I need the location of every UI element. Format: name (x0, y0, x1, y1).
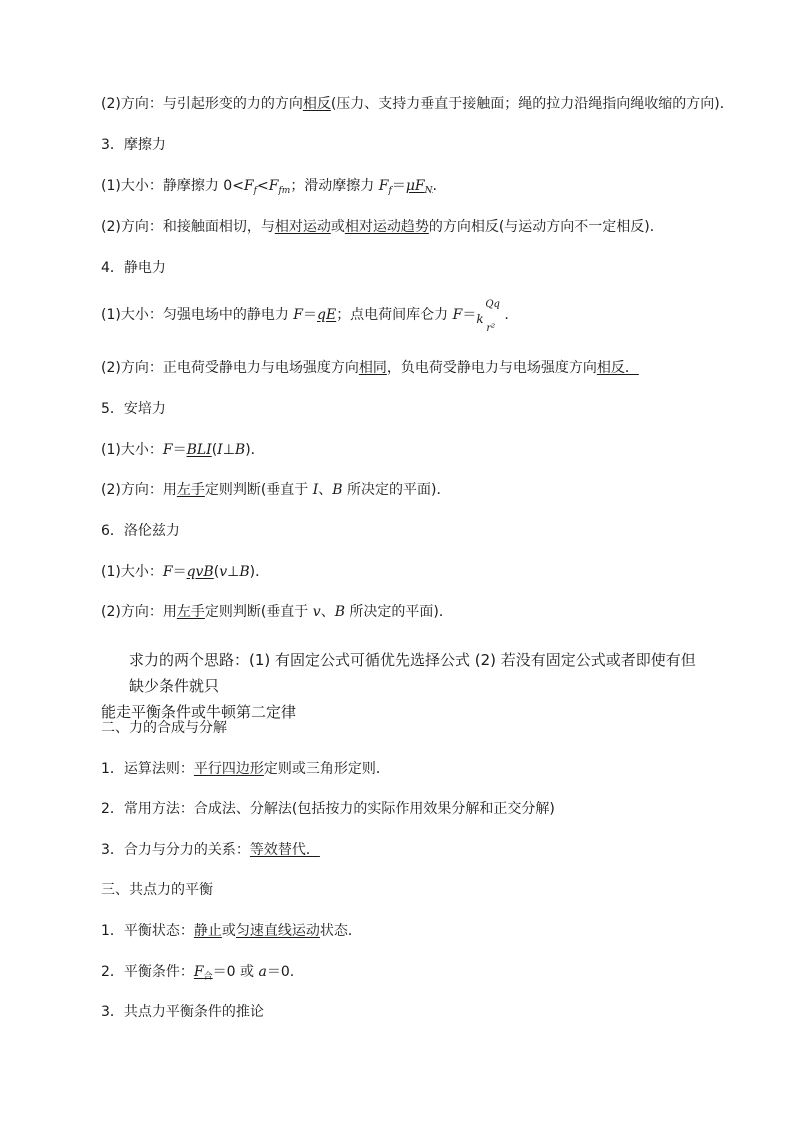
heading-ampere: 5．安培力 (101, 401, 166, 417)
underline-answer: qE (317, 307, 337, 323)
line-equilibrium-condition: 2．平衡条件：$F_合=0$ 或 a＝0. (101, 964, 295, 982)
heading-composition: 二、力的合成与分解 (101, 720, 227, 736)
underline-answer: 相同 (358, 360, 387, 376)
heading-electrostatic: 4．静电力 (101, 260, 166, 276)
line-rule: 1．运算法则：平行四边形定则或三角形定则． (101, 761, 390, 777)
underline-answer: qvB (186, 564, 214, 580)
line-direction-elastic: (2)方向：与引起形变的力的方向相反(压力、支持力垂直于接触面；绳的拉力沿绳指向绳收缩的方向)． (101, 96, 734, 112)
underline-answer: 相对运动 (274, 219, 331, 235)
heading-equilibrium: 三、共点力的平衡 (101, 882, 213, 898)
line-lorentz-direction: (2)方向：用左手定则判断(垂直于 v、B 所决定的平面)． (101, 604, 453, 620)
underline-answer: $\mu F_N$ (405, 178, 433, 196)
line-equilibrium-state: 1．平衡状态：静止或匀速直线运动状态． (101, 923, 362, 939)
underline-answer: 静止 (193, 923, 222, 939)
underline-answer: 平行四边形 (193, 761, 264, 777)
underline-answer: 相对运动趋势 (344, 219, 429, 235)
line-methods: 2．常用方法：合成法、分解法(包括按力的实际作用效果分解和正交分解) (101, 801, 555, 817)
heading-lorentz: 6．洛伦兹力 (101, 523, 180, 539)
underline-answer: BLI (186, 442, 212, 458)
line-equilibrium-corollary: 3．共点力平衡条件的推论 (101, 1004, 264, 1020)
line-lorentz-magnitude: (1)大小：F＝qvB(v⊥B)． (101, 564, 270, 580)
heading-friction: 3．摩擦力 (101, 137, 166, 153)
line-resultant: 3．合力与分力的关系：等效替代． (101, 842, 320, 858)
line-electrostatic-magnitude: (1)大小：匀强电场中的静电力 F＝qE；点电荷间库仑力 F＝ k Qq r² . (101, 299, 509, 334)
underline-answer: $F_合$ (193, 964, 213, 982)
line-friction-direction: (2)方向：和接触面相切，与相对运动或相对运动趋势的方向相反(与运动方向不一定相反)． (101, 219, 664, 235)
line-friction-magnitude: (1)大小：静摩擦力 $0<F_f<F_{fm}$；滑动摩擦力 $F_f=\mu F_N$. (101, 178, 437, 196)
underline-answer: 左手 (176, 604, 205, 620)
underline-answer: 等效替代． (249, 842, 320, 858)
underline-answer: 相反 (302, 96, 331, 112)
line-electrostatic-direction: (2)方向：正电荷受静电力与电场强度方向相同，负电荷受静电力与电场强度方向相反． (101, 360, 639, 376)
underline-answer: 匀速直线运动 (235, 923, 320, 939)
line-ampere-direction: (2)方向：用左手定则判断(垂直于 I、B 所决定的平面)． (101, 482, 451, 498)
paragraph-two-approaches: 求力的两个思路：(1) 有固定公式可循优先选择公式 (2) 若没有固定公式或者即使有但缺少条件就只 能走平衡条件或牛顿第二定律 (101, 651, 696, 721)
line-ampere-magnitude: (1)大小：F＝BLI(I⊥B)． (101, 442, 265, 458)
underline-answer: 左手 (176, 482, 205, 498)
coulomb-fraction: k Qq r² (476, 299, 500, 334)
underline-answer: 相反． (596, 360, 639, 376)
